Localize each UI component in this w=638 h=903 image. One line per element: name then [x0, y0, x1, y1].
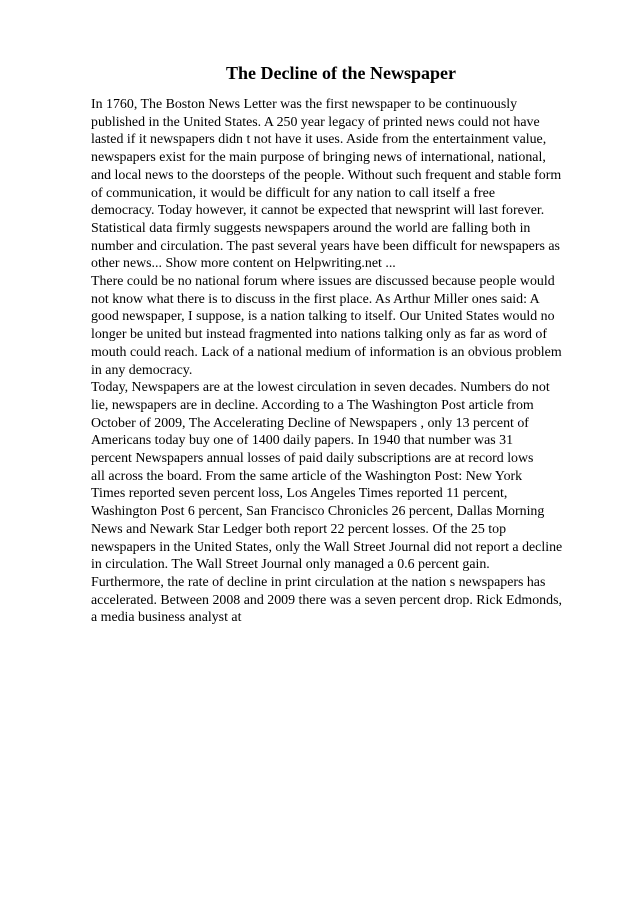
text-line: longer be united but instead fragmented into nations talking only as far as word of — [91, 327, 547, 343]
text-line: in any democracy. — [91, 362, 193, 378]
text-line: and local news to the doorsteps of the people. Without such frequent and stable form — [91, 167, 562, 183]
text-line: a media business analyst at — [91, 610, 242, 626]
text-line: Americans today buy one of 1400 daily papers. In 1940 that number was 31 — [91, 433, 514, 449]
text-line: mouth could reach. Lack of a national medium of information is an obvious problem — [91, 344, 562, 360]
document-body — [91, 96, 638, 627]
text-line: newspapers exist for the main purpose of bringing news of international, national, — [91, 150, 546, 166]
text-line: lie, newspapers are in decline. According to a The Washington Post article from — [91, 397, 534, 413]
text-line: Washington Post 6 percent, San Francisco Chronicles 26 percent, Dallas Morning — [91, 504, 545, 520]
text-line: all across the board. From the same article of the Washington Post: New York — [91, 468, 523, 484]
text-line: Today, Newspapers are at the lowest circulation in seven decades. Numbers do not — [91, 380, 550, 396]
text-line: newspapers in the United States, only the Wall Street Journal did not report a decline — [91, 539, 563, 555]
text-line: other news... Show more content on Helpwriting.net ... — [91, 256, 396, 272]
text-line: Statistical data firmly suggests newspapers around the world are falling both in — [91, 220, 531, 236]
text-line: Times reported seven percent loss, Los Angeles Times reported 11 percent, — [91, 486, 508, 502]
document-title: The Decline of the Newspaper — [226, 63, 456, 83]
text-line: lasted if it newspapers didn t not have it uses. Aside from the entertainment value, — [91, 132, 547, 148]
text-line: News and Newark Star Ledger both report 22 percent losses. Of the 25 top — [91, 521, 507, 537]
text-line: of communication, it would be difficult for any nation to call itself a free — [91, 185, 495, 201]
text-line: number and circulation. The past several years have been difficult for newspapers as — [91, 238, 560, 254]
text-line: not know what there is to discuss in the first place. As Arthur Miller ones said: A — [91, 291, 540, 307]
text-line: democracy. Today however, it cannot be expected that newsprint will last forever. — [91, 203, 545, 219]
text-line: good newspaper, I suppose, is a nation talking to itself. Our United States would no — [91, 309, 555, 325]
text-line: accelerated. Between 2008 and 2009 there was a seven percent drop. Rick Edmonds, — [91, 592, 562, 608]
text-line: Furthermore, the rate of decline in print circulation at the nation s newspapers has — [91, 574, 546, 590]
text-line: percent Newspapers annual losses of paid daily subscriptions are at record lows — [91, 451, 534, 467]
text-line: There could be no national forum where issues are discussed because people would — [91, 274, 555, 290]
text-line: published in the United States. A 250 year legacy of printed news could not have — [91, 114, 540, 130]
text-line: in circulation. The Wall Street Journal only managed a 0.6 percent gain. — [91, 557, 490, 573]
text-line: October of 2009, The Accelerating Decline of Newspapers , only 13 percent of — [91, 415, 529, 431]
text-line: In 1760, The Boston News Letter was the first newspaper to be continuously — [91, 97, 518, 112]
